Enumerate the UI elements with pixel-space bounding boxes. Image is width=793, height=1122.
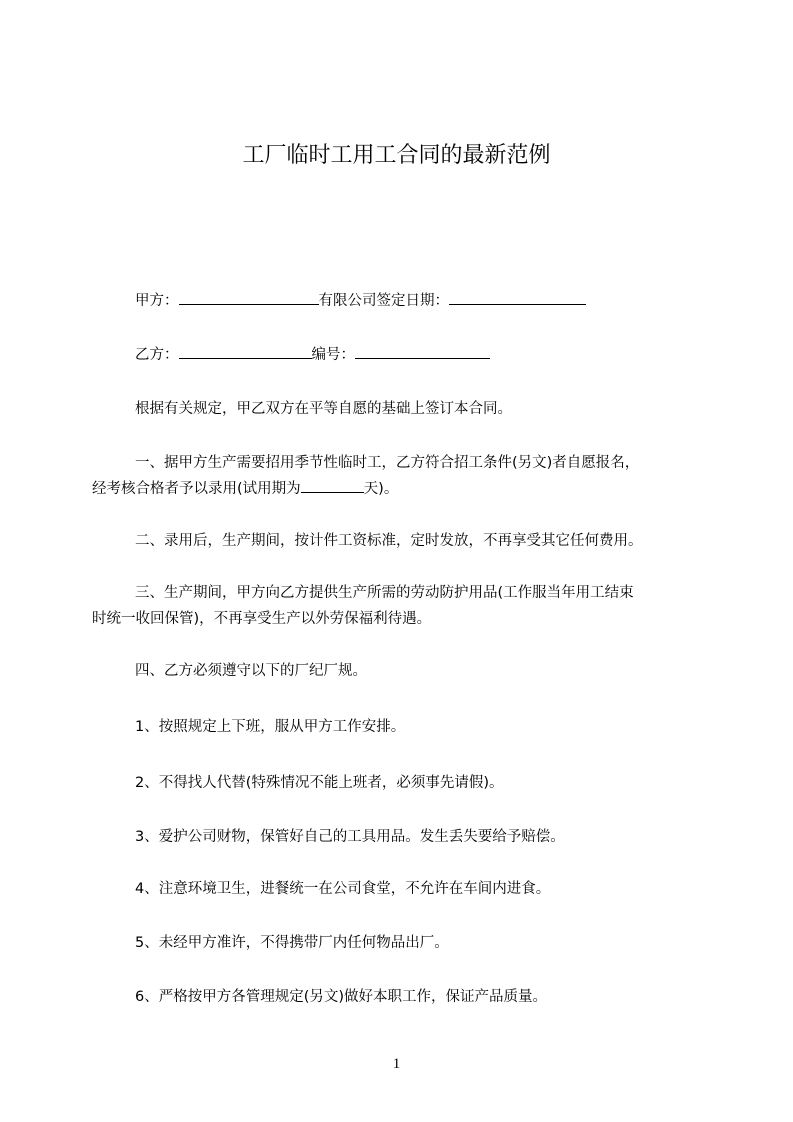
rule-5: 5、未经甲方准许，不得携带厂内任何物品出厂。: [135, 935, 449, 951]
party-b-line: [135, 342, 747, 368]
party-a-label: 甲方：: [135, 293, 179, 309]
clause-4: 四、乙方必须遵守以下的厂纪厂规。: [135, 663, 367, 679]
clause-2: 二、录用后，生产期间，按计件工资标准，定时发放，不再享受其它任何费用。: [135, 533, 643, 549]
rule-1: 1、按照规定上下班，服从甲方工作安排。: [135, 719, 406, 735]
page-number: 1: [392, 1056, 401, 1072]
clause-1-prefix: 经考核合格者予以录用(试用期为: [92, 481, 301, 497]
number-label: 编号：: [311, 347, 355, 363]
rule-4: 4、注意环境卫生，进餐统一在公司食堂，不允许在车间内进食。: [135, 881, 551, 897]
clause-3-line-1: 三、生产期间，甲方向乙方提供生产所需的劳动防护用品(工作服当年用工结束: [135, 585, 634, 601]
party-b-blank: [179, 343, 312, 359]
clause-1-suffix: 天)。: [363, 481, 399, 497]
party-b-label: 乙方：: [135, 347, 179, 363]
rule-3: 3、爱护公司财物，保管好自己的工具用品。发生丢失要给予赔偿。: [135, 829, 565, 845]
intro-paragraph: 根据有关规定，甲乙双方在平等自愿的基础上签订本合同。: [135, 401, 512, 417]
rule-6: 6、严格按甲方各管理规定(另文)做好本职工作，保证产品质量。: [135, 989, 548, 1005]
clause-1-line-2: [92, 476, 704, 502]
rule-2: 2、不得找人代替(特殊情况不能上班者，必须事先请假)。: [135, 775, 504, 791]
document-title: 工厂临时工用工合同的最新范例: [242, 143, 551, 168]
party-a-suffix: 有限公司签定日期：: [318, 293, 449, 309]
sign-date-blank: [449, 289, 586, 305]
party-a-blank: [179, 289, 319, 305]
probation-days-blank: [301, 477, 364, 493]
number-blank: [355, 343, 490, 359]
clause-3-line-2: 时统一收回保管)，不再享受生产以外劳保福利待遇。: [92, 611, 432, 627]
clause-1-line-1: 一、据甲方生产需要招用季节性临时工，乙方符合招工条件(另文)者自愿报名，: [135, 455, 640, 471]
party-a-line: [135, 288, 747, 314]
